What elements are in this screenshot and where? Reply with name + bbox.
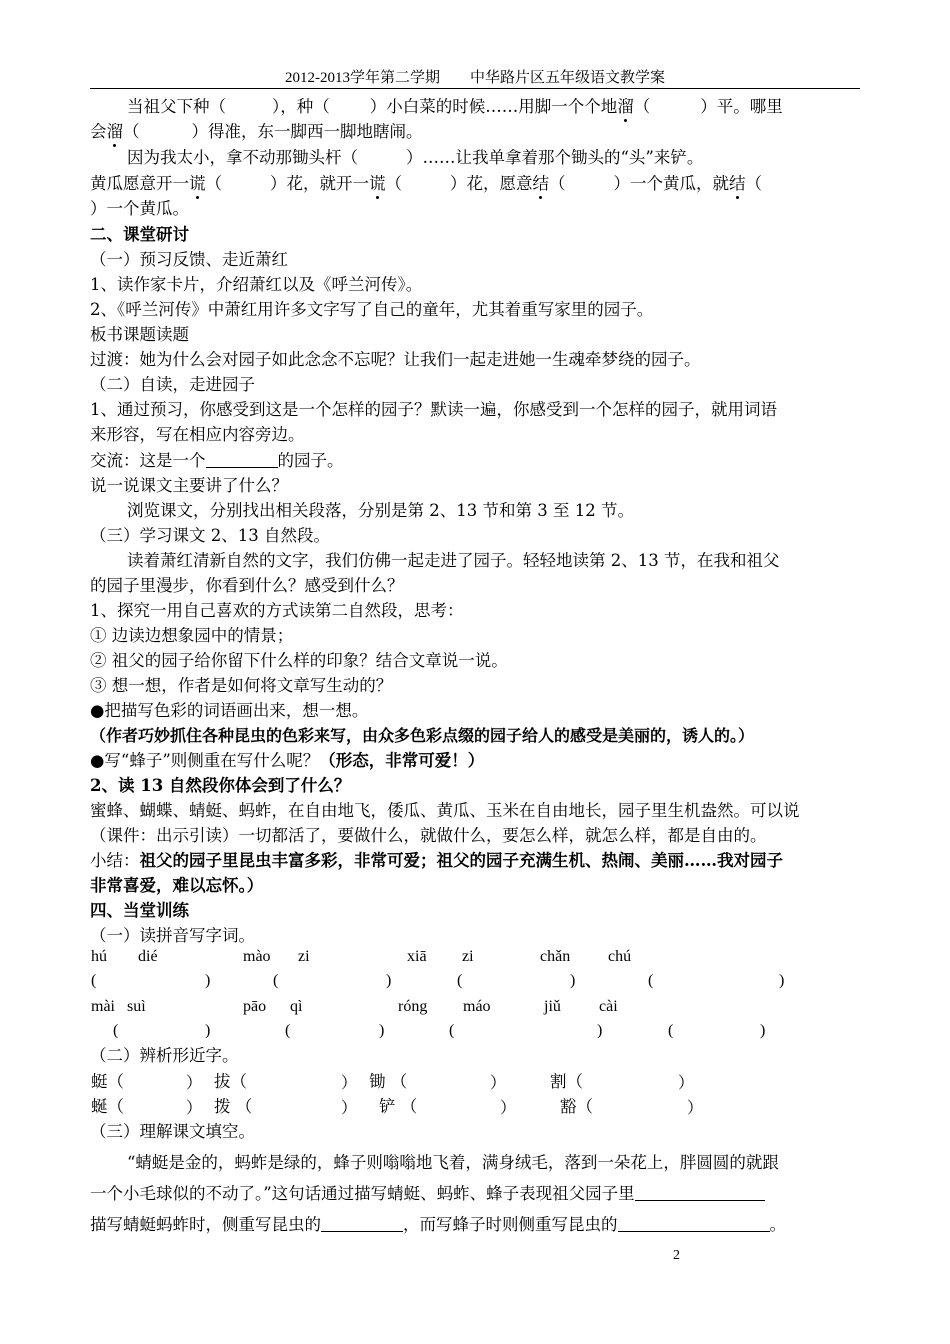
para: （一）预习反馈、走近萧红: [90, 250, 288, 269]
para: 说一说课文主要讲了什么？: [90, 476, 288, 495]
para: 2、读 13 自然段你体会到了什么？: [90, 776, 351, 795]
para: （课件：出示引读）一切都活了，要做什么，就做什么，要怎么样，就怎么样，都是自由的。: [90, 826, 767, 845]
pinyin: hú: [91, 948, 107, 965]
fill-line-3: 因为我太小，拿不动那锄头杆（ ）……让我单拿着那个锄头的“头”来铲。: [127, 148, 704, 167]
para: 1、探究一用自己喜欢的方式读第二自然段，思考：: [90, 601, 464, 620]
para: 的园子里漫步，你看到什么？感受到什么？: [90, 576, 404, 595]
para: ●把描写色彩的词语画出来，想一想。: [90, 701, 369, 720]
summary: 非常喜爱，难以忘怀。）: [90, 876, 264, 895]
pinyin: suì: [127, 998, 146, 1015]
fill-line-2: 会溜（ ）得准，东一脚西一脚地瞎闹。: [90, 120, 870, 144]
page-number: 2: [673, 1248, 680, 1263]
answer-blank: [635, 1184, 765, 1201]
pinyin: zi: [298, 948, 310, 965]
pinyin: róng: [398, 998, 428, 1015]
para: 板书课题读题: [90, 325, 189, 344]
para: （三）理解课文填空。: [90, 1122, 255, 1141]
fill-sentence: 描写蜻蜓蚂蚱时，侧重写昆虫的 ，而写蜂子时则侧重写昆虫的 。: [90, 1215, 786, 1234]
para: （二）辨析形近字。: [90, 1046, 239, 1065]
para: 蜜蜂、蝴蝶、蜻蜓、蚂蚱，在自由地飞，倭瓜、黄瓜、玉米在自由地长，园子里生机盎然。可以说: [90, 801, 800, 820]
para: ① 边读边想象园中的情景；: [90, 626, 294, 645]
pinyin: jiǔ: [544, 998, 561, 1015]
pinyin: pāo: [243, 998, 267, 1015]
document-page: 2012-2013学年第二学期 中华路片区五年级语文教学案 当祖父下种（ ），种（ ）小白菜的时候……用脚一个个地溜（ ）平。哪里 会溜（ ）得准，东一脚西一脚地瞎闹。 因为我太小，拿不动那锄头杆（ ）……让我单拿着那个锄头的“头”来铲。 黄瓜愿意开一谎（ ）花，就开一谎（ ）花，愿意结（ ）一个黄瓜，就结（ ）一个黄瓜。 二、课堂研讨 （一）预习反馈、走近萧红 1、读作家卡片，介绍萧红以及《呼兰河传》。 2、《呼兰河传》中萧红用许多文字写了自己的童年，尤其着重写家里的园子。 板书课题读题 过渡：她为什么会对园子如此念念不忘呢？让我们一起走进她一生魂牵梦绕的园子。 （二）自读，走进园子 1、通过预习，你感受到这是一个怎样的园子？默读一遍，你感受到一个怎样的园子，就用词语 来形容，写在相应内容旁边。 交流：这是一个 的园子。 说一说课文主要讲了什么？ 浏览课文，分别找出相关段落，分别是第 2、13 节和第 3 至 12 节。 （三）学习课文 2、13 自然段。 读着萧红清新自然的文字，我们仿佛一起走进了园子。轻轻地读第 2、13 节，在我和祖父 的园子里漫步，你看到什么？感受到什么？ 1、探究一用自己喜欢的方式读第二自然段，思考： ① 边读边想象园中的情景； ② 祖父的园子给你留下什么样的印象？结合文章说一说。 ③ 想一想，作者是如何将文章写生动的？ ●把描写色彩的词语画出来，想一想。 （作者巧妙抓住各种昆虫的色彩来写，由众多色彩点缀的园子给人的感受是美丽的，诱人的。） ●写“蜂子”则侧重在写什么呢？（形态，非常可爱！） 2、读 13 自然段你体会到了什么？ 蜜蜂、蝴蝶、蜻蜓、蚂蚱，在自由地飞，倭瓜、黄瓜、玉米在自由地长，园子里生机盎然。可以说 （课件：出示引读）一切都活了，要做什么，就做什么，要怎么样，就怎么样，都是自由的。 小结：祖父的园子里昆虫丰富多彩，非常可爱；祖父的园子充满生机、热闹、美丽……我对园子 非常喜爱，难以忘怀。） 四、当堂训练 （一）读拼音写字词。 hú dié mào zi xiā zi chǎn chú ( ) ( ) ( ) ( ) mài suì pāo qì róng máo jiǔ cài ( ) ( ) ( ) ( ) （二）辨析形近字。 蜓（ ） 拔（ ） 锄 （ ） 割（ ） 蜒（ ） 拨 （ ） 铲 （ ） 豁（ ） （三）理解课文填空。 “蜻蜓是金的，蚂蚱是绿的，蜂子则嗡嗡地飞着，满身绒毛，落到一朵花上，胖圆圆的就跟 一个小毛球似的不动了。”这句话通过描写蜻蜓、蚂蚱、蜂子表现祖父园子里 描写蜻蜓蚂蚱时，侧重写昆虫的 ，而写蜂子时则侧重写昆虫的 。 2: [0, 0, 950, 1344]
para: 1、读作家卡片，介绍萧红以及《呼兰河传》。: [90, 275, 423, 294]
pinyin: mài: [91, 998, 115, 1015]
fill-line-5: ）一个黄瓜。: [90, 199, 189, 218]
para: 1、通过预习，你感受到这是一个怎样的园子？默读一遍，你感受到一个怎样的园子，就用词语: [90, 400, 777, 419]
pinyin: xiā: [407, 948, 427, 965]
pinyin: zi: [462, 948, 474, 965]
para: （一）读拼音写字词。: [90, 926, 255, 945]
para: ③ 想一想，作者是如何将文章写生动的？: [90, 676, 393, 695]
answer-bold: （作者巧妙抓住各种昆虫的色彩来写，由众多色彩点缀的园子给人的感受是美丽的，诱人的。）: [90, 726, 755, 745]
para: ② 祖父的园子给你留下什么样的印象？结合文章说一说。: [90, 651, 508, 670]
fill-line-1: 当祖父下种（ ），种（ ）小白菜的时候……用脚一个个地溜（ ）平。哪里: [90, 95, 907, 119]
answer-blank: [618, 1215, 770, 1232]
section-heading-2: 二、课堂研讨: [90, 225, 189, 244]
section-heading-4: 四、当堂训练: [90, 901, 189, 920]
pinyin: dié: [138, 948, 158, 965]
para: （三）学习课文 2、13 自然段。: [90, 526, 330, 545]
quote: “蜻蜓是金的，蚂蚱是绿的，蜂子则嗡嗡地飞着，满身绒毛，落到一朵花上，胖圆圆的就跟: [127, 1153, 779, 1172]
para: 过渡：她为什么会对园子如此念念不忘呢？让我们一起走进她一生魂牵梦绕的园子。: [90, 350, 701, 369]
fill-sentence: 一个小毛球似的不动了。”这句话通过描写蜻蜓、蚂蚱、蜂子表现祖父园子里: [90, 1182, 870, 1206]
para: 来形容，写在相应内容旁边。: [90, 425, 305, 444]
answer-blank: [206, 451, 278, 468]
pinyin: chú: [608, 948, 632, 965]
summary: 小结：祖父的园子里昆虫丰富多彩，非常可爱；祖父的园子充满生机、热闹、美丽……我对园子: [90, 851, 783, 870]
para-blank: 交流：这是一个 的园子。: [90, 451, 344, 470]
para: 浏览课文，分别找出相关段落，分别是第 2、13 节和第 3 至 12 节。: [127, 501, 634, 520]
pinyin: mào: [243, 948, 271, 965]
answer-blank: [321, 1215, 403, 1232]
pinyin: máo: [463, 998, 491, 1015]
pinyin: cài: [599, 998, 618, 1015]
pinyin: chǎn: [540, 948, 571, 965]
fill-line-4: 黄瓜愿意开一谎（ ）花，就开一谎（ ）花，愿意结（ ）一个黄瓜，就结（: [90, 172, 870, 196]
para: 2、《呼兰河传》中萧红用许多文字写了自己的童年，尤其着重写家里的园子。: [90, 300, 654, 319]
page-header: 2012-2013学年第二学期 中华路片区五年级语文教学案: [285, 70, 665, 86]
pinyin: qì: [290, 998, 303, 1015]
header-rule: [90, 88, 860, 89]
para: 读着萧红清新自然的文字，我们仿佛一起走进了园子。轻轻地读第 2、13 节，在我和祖父: [127, 551, 780, 570]
para: （二）自读，走进园子: [90, 375, 255, 394]
para: ●写“蜂子”则侧重在写什么呢？（形态，非常可爱！）: [90, 751, 485, 770]
